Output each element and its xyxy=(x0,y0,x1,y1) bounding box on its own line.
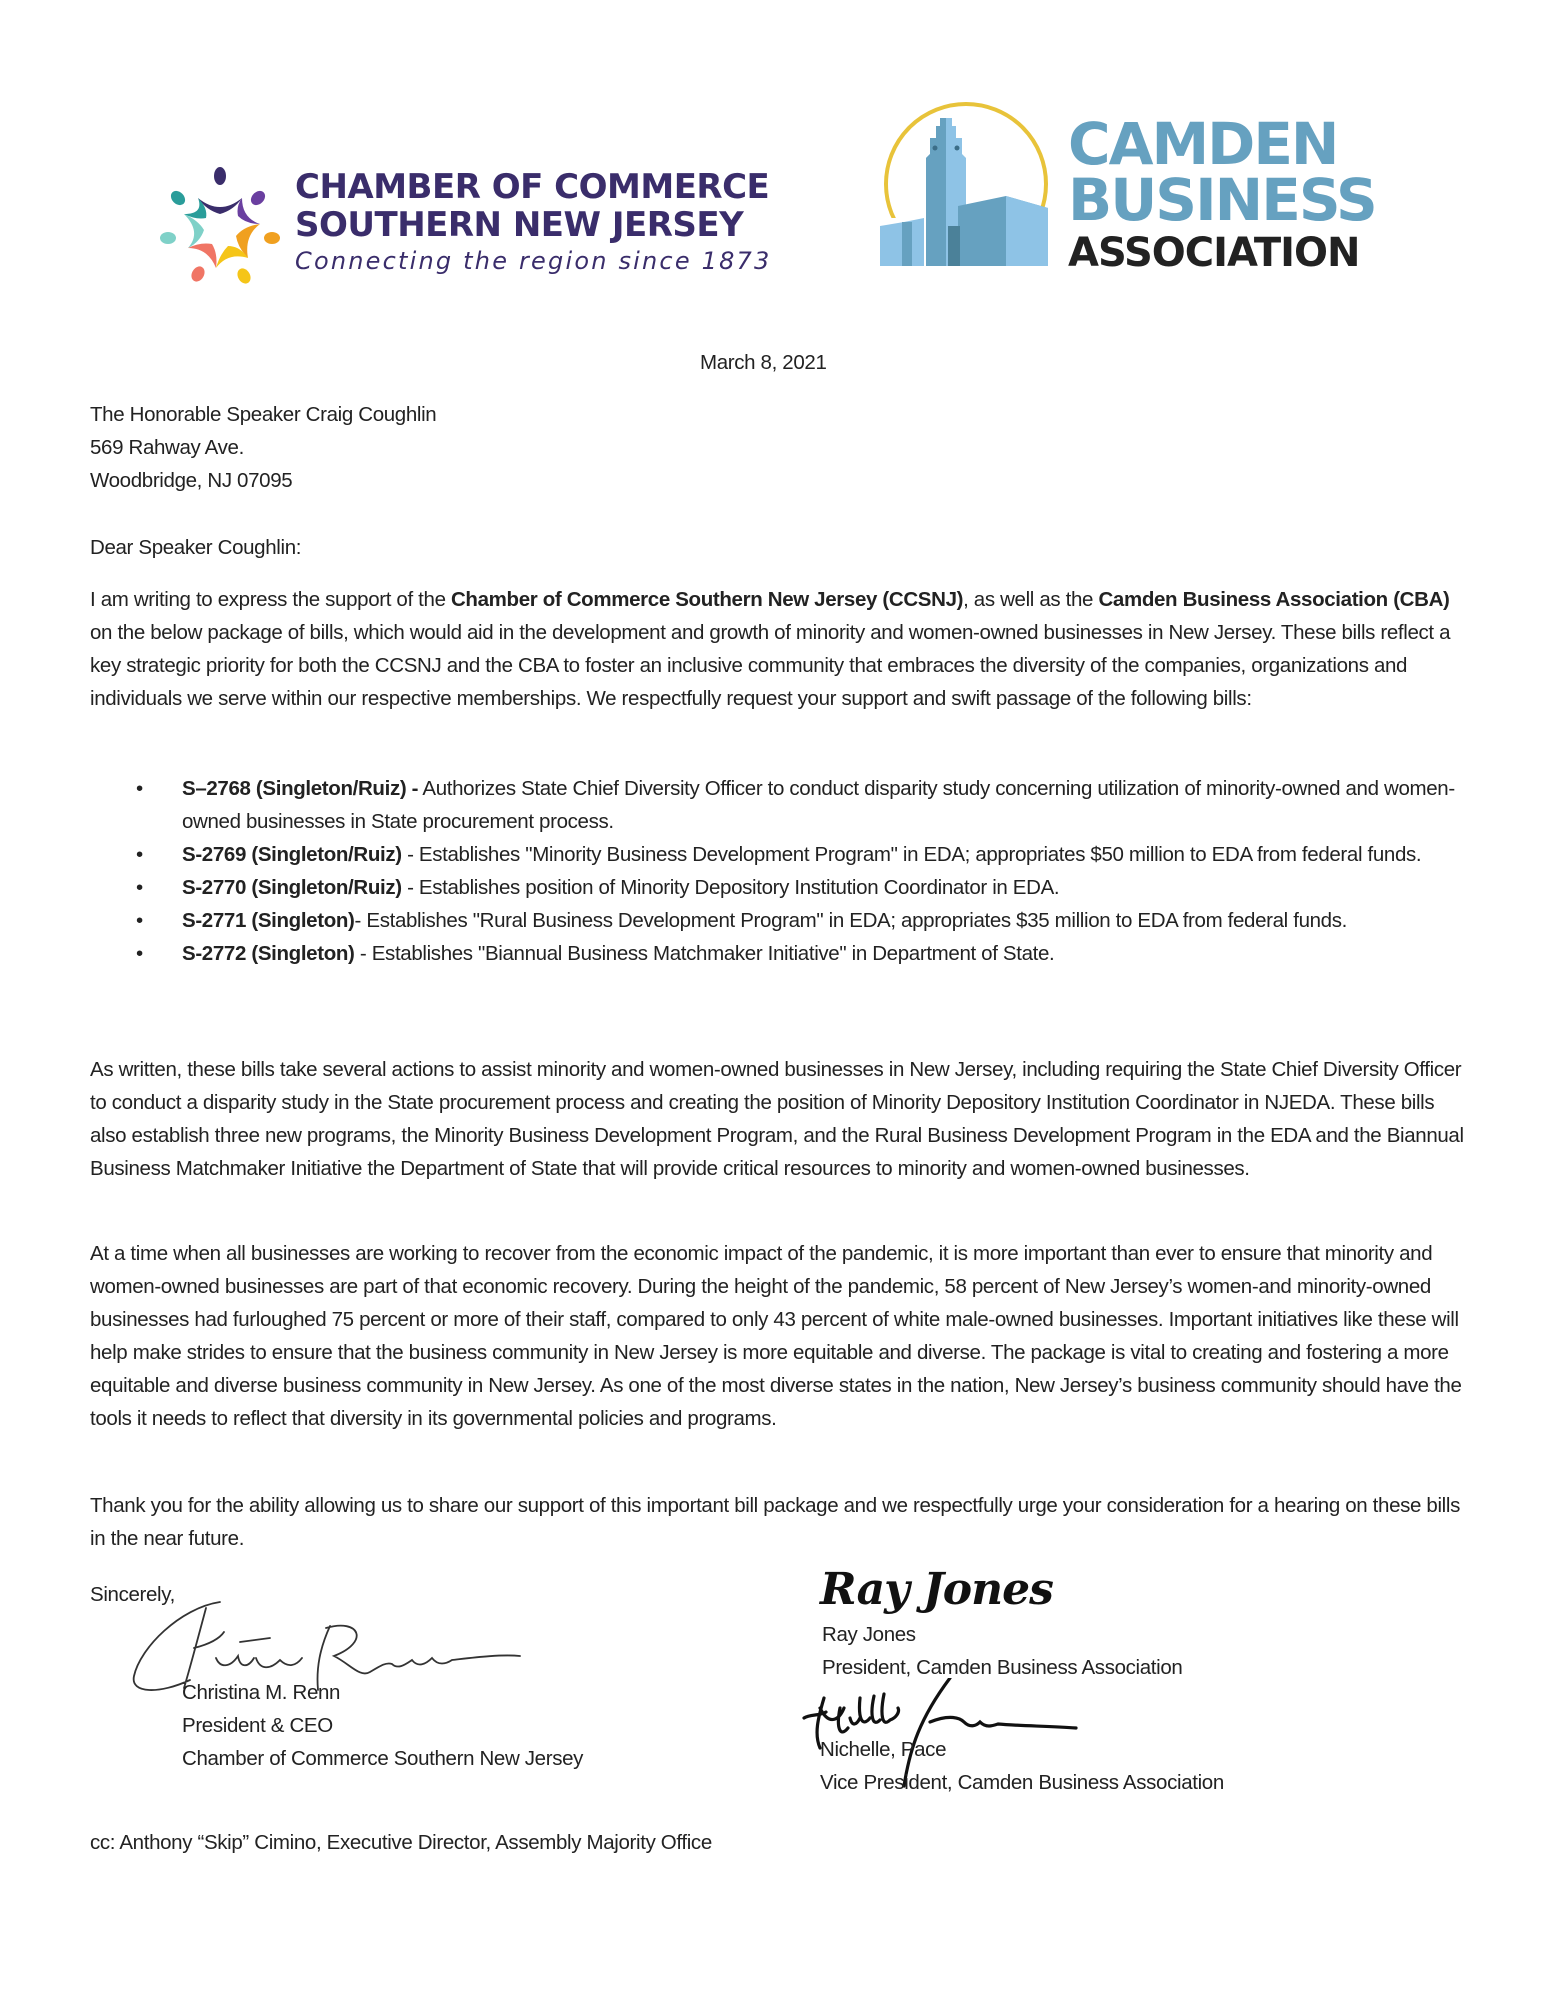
cba-name-association: ASSOCIATION xyxy=(1068,230,1360,276)
bullet-icon: • xyxy=(136,942,143,965)
bullet-icon: • xyxy=(136,843,143,866)
intro-paragraph xyxy=(90,583,1470,715)
bill-item xyxy=(90,838,1470,871)
signatory-title: Vice President, Camden Business Association xyxy=(820,1771,1224,1794)
thank-you-paragraph: Thank you for the ability allowing us to share our support of this important bill package and we respectfully urge your consideration for a hearing on these bills in the near future. xyxy=(90,1494,1460,1550)
bill-description: - Establishes "Minority Business Development Program" in EDA; appropriates $50 million to EDA from federal funds. xyxy=(401,843,1422,866)
bill-item xyxy=(90,937,1470,970)
address-line-city: Woodbridge, NJ 07095 xyxy=(90,469,293,492)
pandemic-impact-paragraph: At a time when all businesses are working to recover from the economic impact of the pandemic, it is more important than ever to ensure that minority and women-owned businesses are part of that economic recovery. During the height of the pandemic, 58 percent of New Jersey’s women-and minority-owned businesses had furloughed 75 percent or more of their staff, compared to only 43 percent of white male-owned businesses. Important initiatives like these will help make strides to ensure that the business community in New Jersey is more equitable and diverse. The package is vital to creating and fostering a more equitable and diverse business community in New Jersey. As one of the most diverse states in the nation, New Jersey’s business community should have the tools it needs to reflect that diversity in its governmental policies and programs. xyxy=(90,1242,1462,1430)
cba-name-camden: CAMDEN xyxy=(1068,110,1338,178)
recipient-address xyxy=(90,398,436,497)
closing: Sincerely, xyxy=(90,1583,175,1606)
tower-clock-left xyxy=(933,146,938,151)
renn-details xyxy=(182,1676,583,1775)
bill-item xyxy=(90,904,1470,937)
signature-jones: Ray Jones xyxy=(820,1564,1053,1615)
signatory-title: President & CEO xyxy=(182,1714,333,1737)
address-line-street: 569 Rahway Ave. xyxy=(90,436,244,459)
building-right-face xyxy=(1006,196,1048,266)
cba-org-name: Camden Business Association (CBA) xyxy=(1098,588,1450,611)
bill-id: S-2769 (Singleton/Ruiz) xyxy=(182,843,402,866)
bill-item xyxy=(90,772,1470,838)
intro-text-2: , as well as the xyxy=(963,588,1099,611)
bill-id: S-2770 (Singleton/Ruiz) xyxy=(182,876,402,899)
signatory-name: Ray Jones xyxy=(822,1623,916,1646)
cba-wordmark xyxy=(1068,110,1376,278)
intro-text-3: on the below package of bills, which would aid in the development and growth of minority and women-owned businesses in New Jersey. These bills reflect a key strategic priority for both the CCSNJ and the CBA to foster an inclusive community that embraces the diversity of the companies, organizations and individuals we serve within our respective memberships. We respectfully request your support and swift passage of the following bills: xyxy=(90,621,1451,710)
ccsnj-name-line1: CHAMBER OF COMMERCE xyxy=(295,167,770,207)
bill-description: - Establishes position of Minority Depository Institution Coordinator in EDA. xyxy=(401,876,1060,899)
bill-id: S–2768 (Singleton/Ruiz) - xyxy=(182,777,419,800)
bill-description: - Establishes "Biannual Business Matchmaker Initiative" in Department of State. xyxy=(354,942,1055,965)
signature-block-renn xyxy=(90,1578,730,1838)
signature-block-cba xyxy=(780,1560,1380,1820)
bill-id: S-2772 (Singleton) xyxy=(182,942,355,965)
drop-navy xyxy=(214,167,226,185)
signatory-name: Nichelle, Pace xyxy=(820,1738,947,1761)
ccsnj-name-line2: SOUTHERN NEW JERSEY xyxy=(295,205,744,245)
drop-yellow xyxy=(235,266,253,286)
ccsnj-tagline: Connecting the region since 1873 xyxy=(295,247,772,275)
bill-item xyxy=(90,871,1470,904)
drop-coral xyxy=(189,264,207,284)
salutation: Dear Speaker Coughlin: xyxy=(90,536,302,559)
bills-summary-paragraph: As written, these bills take several actions to assist minority and women-owned businesses in New Jersey, including requiring the State Chief Diversity Officer to conduct a disparity study in the State procurement process and creating the position of Minority Depository Institution Coordinator in NJEDA. These bills also establish three new programs, the Minority Business Development Program, and the Rural Business Development Program in the EDA and the Biannual Business Matchmaker Initiative the Department of State that will provide critical resources to minority and women-owned businesses. xyxy=(90,1058,1464,1180)
drop-teal xyxy=(168,188,188,208)
starburst-people-icon xyxy=(155,160,285,290)
building-right-dark xyxy=(948,226,960,266)
drop-mint xyxy=(160,232,176,244)
ccsnj-wordmark xyxy=(295,168,772,278)
star-arc-coral xyxy=(188,244,217,269)
star-arc-mint xyxy=(184,214,204,248)
signatory-title: President, Camden Business Association xyxy=(822,1656,1183,1679)
jones-details xyxy=(822,1618,1182,1684)
bullet-icon: • xyxy=(136,777,143,800)
bill-id: S-2771 (Singleton) xyxy=(182,909,355,932)
signatory-name: Christina M. Renn xyxy=(182,1681,341,1704)
cc-line: cc: Anthony “Skip” Cimino, Executive Director, Assembly Majority Office xyxy=(90,1831,712,1854)
cba-name-business: BUSINESS xyxy=(1068,166,1376,234)
intro-text-1: I am writing to express the support of the xyxy=(90,588,451,611)
tower-shade xyxy=(926,118,946,266)
ccsnj-org-name: Chamber of Commerce Southern New Jersey (CCSNJ) xyxy=(450,588,964,611)
building-left-shade xyxy=(902,222,912,266)
drop-orange xyxy=(264,232,280,244)
cba-logo xyxy=(868,98,1376,278)
signatory-org: Chamber of Commerce Southern New Jersey xyxy=(182,1747,584,1770)
bill-description: Authorizes State Chief Diversity Officer to conduct disparity study concerning utilization of minority-owned and women-owned businesses in State procurement process. xyxy=(182,777,1455,833)
bill-description: - Establishes "Rural Business Development Program" in EDA; appropriates $35 million to EDA from federal funds. xyxy=(354,909,1347,932)
drop-purple xyxy=(248,188,268,208)
bullet-icon: • xyxy=(136,909,143,932)
pace-details xyxy=(820,1733,1224,1799)
letter-date: March 8, 2021 xyxy=(700,351,827,374)
bills-list xyxy=(90,772,1470,970)
address-line-recipient: The Honorable Speaker Craig Coughlin xyxy=(90,403,437,426)
bullet-icon: • xyxy=(136,876,143,899)
ccsnj-logo xyxy=(155,160,775,290)
city-hall-building-icon xyxy=(868,98,1058,270)
star-arc-teal xyxy=(184,198,206,219)
tower-clock-right xyxy=(955,146,960,151)
